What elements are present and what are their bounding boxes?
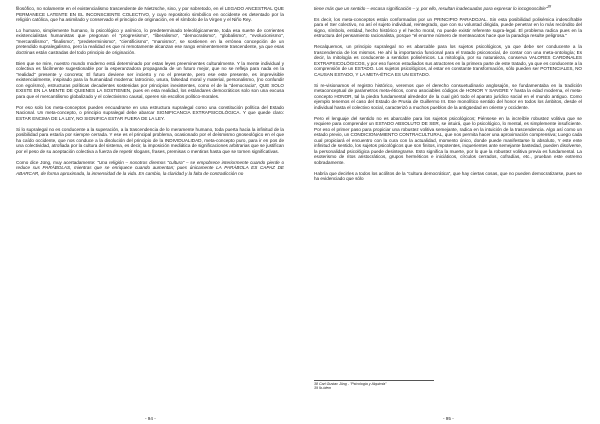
paragraph: Por eso solo los meta-conceptos pueden encuadrarse en una estructura supralegal como una constitución política del Estado Nacional. Un meta-concepto, o principio supralegal debe abarcar SIGNIFICANCIA EXTRAPSICOLÓGICA. Y que quede claro: ESTAR ENCIMA DE LA LEY, NO SIGNIFICA ESTAR FUERA DE LA LEY. bbox=[16, 104, 284, 121]
page-number-left: - 94 - bbox=[145, 416, 156, 421]
paragraph: Lo humano, simplemente humano, lo psicológico y anímico, lo predeterminado teleológicamente, toda esa suerte de corrientes existencialistas humanistas que pregonan el "progresismo", "liberalismo", "democratismo", "globalismo", "evolucionismo", "mercantilismo", "finalismo", "predeterminismo", "cientificismo", "marxismo", se sostienen en la errónea concepción de un pretendido supralegalismo, pero la realidad es que ni remotamente alcanzan ese rango eminentemente trascendente, ya que esas doctrinas están castradas del todo principio de originación. bbox=[16, 27, 284, 56]
right-page bbox=[314, 6, 582, 418]
paragraph: Bien que se mire, nuestro mundo moderno está determinado por estas leyes preeminentes culturalmente. Y la mente individual y colectiva es fácilmente sugestionable por la esperanzadora propaganda de un futuro mejor, que no se refleja para nada en la "realidad" presente y concreta; El futuro deviene ser incierto y no el presente, pero ese este presente, es imprevisible existencialmente, inspirado para la humanidad moderna: latrocinio, usura, falsedad moral y material, personalismo, (no confundir con egoísmo), estructuras políticas decadentes sostenidas por principios inexistentes, como el de la "democracia", QUE SOLO EXISTE EN LA MENTE DE QUIENES LA SOSTIENEN, pues en esta realidad, los estándares democráticos solo son una excusa para que el mercantilismo globalizado y el colectivismo causal, operen sin escollos político-morales. bbox=[16, 60, 284, 100]
footnote-ref: 38 bbox=[547, 4, 552, 9]
paragraph: Es decir, los meta-conceptos están conformados por un PRINCIPIO PARADOJAL. Sin esta posibilidad polisémica indescifrable para el Ser colectivo, no así el sujeto individual, reintegrado, que con su voluntad dirigida, puede penetrar en lo más recóndito del signo, símbolo, entidad, hecho histórico y el hecho moral, no puede existir referente supra-legal. El problema radica pues en la estructura del pensamiento racionalista, porque "el enorme número de menteacatos hace que la paradoja resulte peligrosa." bbox=[314, 16, 582, 39]
paragraph: Pero el lenguaje del sentido no es abarcable para los sujetos psicológicos; Piénsese en la increíble robustez volitiva que se requiere para comprender un ESTADO ABSOLUTO DE SER, se intuirá, que lo psicológico, lo mental, es simplemente insuficiente. Por eso el primer paso para propiciar una robustez volitiva semejante, radica en la intuición de la trascendencia. Algo así como un estado previo, un CONDICIONAMIENTO CONTRACULTURAL, que nos permita hacer una aproximación comprensiva; Luego cada cual propiciará el encuentro con la cura con la actualidad, momento único, donde puede manifestarse lo absoluto, Y este ente infinitud de sentido, los sujetos psicológicos que son finitos, impotentes, inquerientes ante semejante bastedad, pueden disolverse, la personalidad psicológica puede desintegrarse. Esto significa la muerte, por lo que la robustez volitiva previa es fundamental. La esoterismo de ritos aristocráticos, grupos herméticos e iniciáticos, círculos cerrados, cofradías, etc., prueban este extremo sobradamente. bbox=[314, 115, 582, 165]
quote-continuation-text: tiene más que un sentido – escasa significación – y, por ello, resultan inadecuadas para expresar lo incognoscible" bbox=[314, 6, 548, 11]
paragraph: Si re-visionamos el registro histórico, veremos que el derecho consuetudinario anglosajón, se fundamentaba en la tradición metaconceptual de parámetros meta-éticos, como asociables códigos de HONOR Y SANGRE Y hasta la edad moderna, el meta-concepto HONOR, tal la piedra fundamental alrededor de la cual giró todo el aparato jurídico social en el mundo antiguo. Como ejemplo tenemos el caso del Estado de Prusia de Guillermo III. Ese monolítico sentido del honor en todos los ámbitos, desde el individual hasta el colectivo social, caracterizó a muchos pueblos de la antigüedad en oriente y occidente. bbox=[314, 82, 582, 110]
paragraph: Habría que decirles a todos los acólitos de la "cultura democrática", que hay ciertas cosas, que no pueden democratizarse, pues se ha evidenciado que sólo bbox=[314, 170, 582, 182]
paragraph-quote-lead bbox=[16, 160, 284, 177]
page-number-right: - 95 - bbox=[443, 416, 454, 421]
quote-continuation bbox=[314, 6, 582, 12]
left-page bbox=[16, 6, 284, 418]
paragraph: Recalquemos, un principio supralegal no es abarcable para los sujetos psicológicos, ya que debe ser conducente a la trascendencia de los mismos. He ahí la importancia funcional para el tratado psicosocial, de contar con una meta-ontología; Es decir, la mitología es conducente a sentidos polisémicos. La mitología, por su naturaleza, conserva VALORES CARDINALES EXTRAPSICOLÓGICOS, y por eso fueron estudiados sus atractores en la primera parte de este tratado, ya que es conducente a la comprensión de un ESTADO. Los sujetos psicológicos, al estar en constante transformación, sólo pueden ser POTENCIALES, NO CAUSAN ESTADO, Y LA META-ÉTICA ES UN ESTADO. bbox=[314, 44, 582, 77]
quote-lead-text: Como dice Jüng, muy acertadamente: bbox=[16, 159, 98, 165]
footnotes bbox=[314, 380, 434, 391]
paragraph: filosófico, no solamente en el existencialismo trascendente de Nietzsche, sino, y por sobretodo, en el LEGADO ANCESTRAL QUE PERMANECE LATENTE EN EL INCONSCIENTE COLECTIVO, y cuyo repositorio simbólico en occidente es detentado por la religión católica, que ha asimilado y conservado el principio de originación, en el símbolo de la Virgen y el Niño Rey. bbox=[16, 6, 284, 23]
quote-text: "Una religión – nosotros diremos "cultura" – se empobrece interiormente cuando pierde o reduce sus PARÁBOLAS, mientras que se enriquece cuando aumentan; pues únicamente LA PARÁBOLA ES CAPAZ DE ABARCAR, de forma aproximada, la inmensidad de la vida. En cambio, la claridad y la falta de contradicción no bbox=[16, 159, 284, 176]
paragraph: Si lo supralegal no es conducente a la superación, a la trascendencia de lo meramente humano, toda puerta hacia la infinitud de la posibilidad para estaría por siempre cerrada. Y ese es el principal problema, ocasionado por el deísmismo gnoseológico en el que ha caído occidente, que nos conduce a la disolución del principio de la INDIVIDUALIDAD, meta-concepto puro, para ir en pos de una colectividad, atrofiada por la cultura del sistema, es decir, la imposición mediática de significaciones arbitrarias que se justifican por el peso de su aceptación colectiva a fuerza de repetir slogans, frases, premisas o mentiras hasta que se tornen significativas. bbox=[16, 126, 284, 154]
footnote: 39 Ib-ídem bbox=[314, 386, 332, 391]
footnote: 38 Carl Gustav Jüng - "Psicología y Alquimia" bbox=[314, 382, 387, 386]
